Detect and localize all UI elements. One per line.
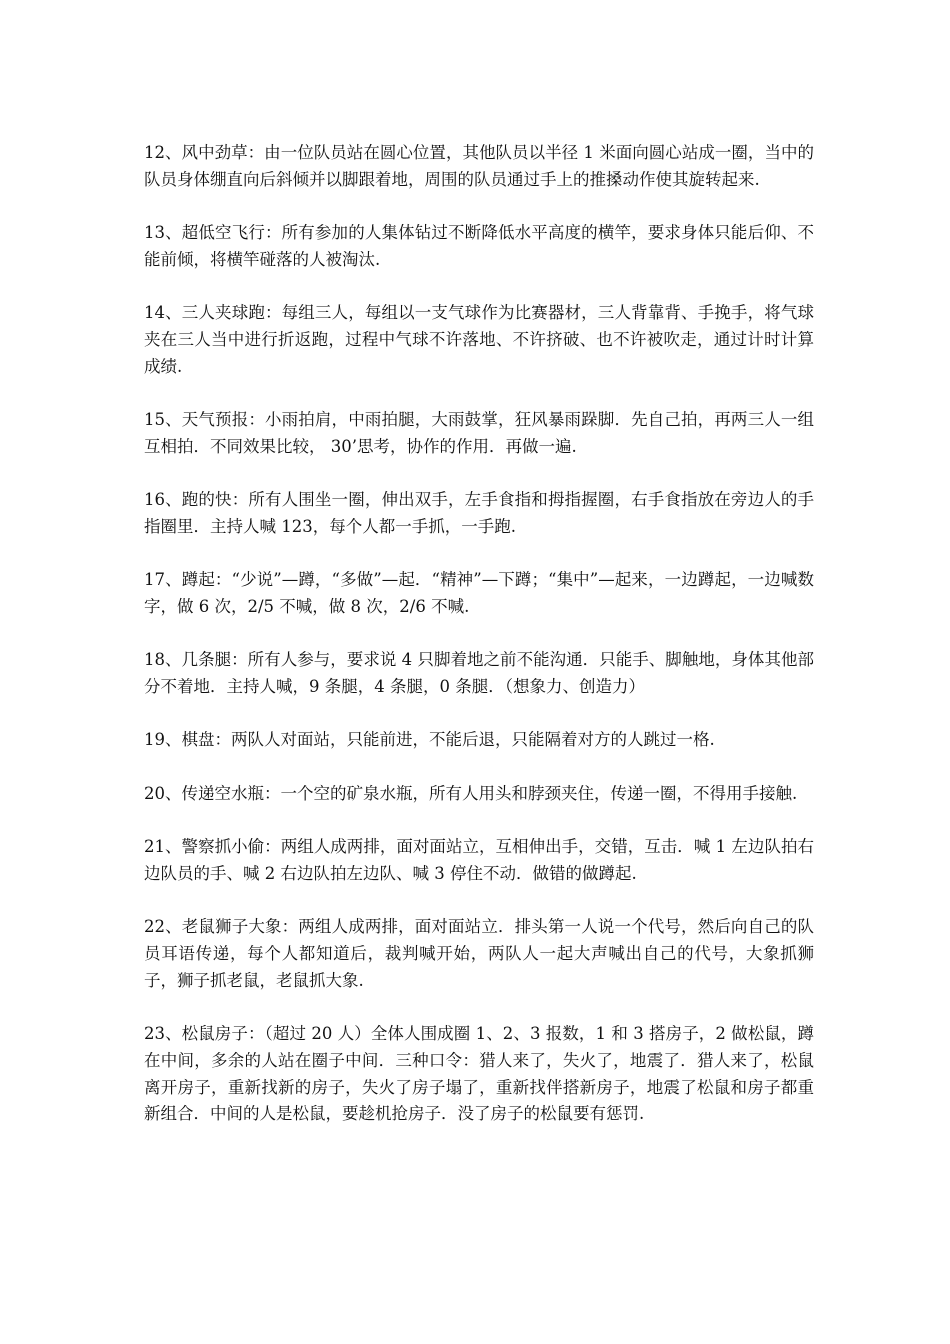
paragraph-item-14: 14、三人夹球跑：每组三人，每组以一支气球作为比赛器材，三人背靠背、手挽手，将气球夹在三人当中进行折返跑，过程中气球不许落地、不许挤破、也不许被吹走，通过计时计算成绩. [144, 303, 814, 376]
paragraph-item-16: 16、跑的快：所有人围坐一圈，伸出双手，左手食指和拇指握圈，右手食指放在旁边人的手指圈里．主持人喊 123，每个人都一手抓，一手跑. [144, 490, 814, 536]
paragraph-item-13: 13、超低空飞行：所有参加的人集体钻过不断降低水平高度的横竿，要求身体只能后仰、不能前倾，将横竿碰落的人被淘汰. [144, 223, 814, 269]
paragraph-item-15: 15、天气预报：小雨拍肩，中雨拍腿，大雨鼓掌，狂风暴雨跺脚．先自己拍，再两三人一组互相拍．不同效果比较， 30’思考，协作的作用．再做一遍. [144, 410, 814, 456]
paragraph-item-17: 17、蹲起：“少说”—蹲，“多做”—起．“精神”—下蹲；“集中”—起来，一边蹲起，一边喊数字，做 6 次，2/5 不喊，做 8 次，2/6 不喊. [144, 570, 814, 617]
paragraph-item-12: 12、风中劲草：由一位队员站在圆心位置，其他队员以半径 1 米面向圆心站成一圈，当中的队员身体绷直向后斜倾并以脚跟着地，周围的队员通过手上的推搡动作使其旋转起来. [144, 143, 814, 189]
paragraph-item-23: 23、松鼠房子：（超过 20 人）全体人围成圈 1、2、3 报数，1 和 3 搭房子，2 做松鼠，蹲在中间，多余的人站在圈子中间．三种口令：猎人来了，失火了，地震了．猎人来了，松鼠离开房子，重新找新的房子，失火了房子塌了，重新找伴搭新房子，地震了松鼠和房子都重新组合．中间的人是松鼠，要趁机抢房子．没了房子的松鼠要有惩罚. [144, 1024, 814, 1124]
paragraph-item-18: 18、几条腿：所有人参与，要求说 4 只脚着地之前不能沟通．只能手、脚触地，身体其他部分不着地．主持人喊，9 条腿，4 条腿，0 条腿．（想象力、创造力） [144, 650, 814, 697]
paragraph-item-21: 21、警察抓小偷：两组人成两排，面对面站立，互相伸出手，交错，互击．喊 1 左边队拍右边队员的手、喊 2 右边队拍左边队、喊 3 停住不动．做错的做蹲起. [144, 837, 814, 883]
document-body [144, 140, 814, 1155]
paragraph-item-19: 19、棋盘：两队人对面站，只能前进，不能后退，只能隔着对方的人跳过一格. [144, 730, 715, 750]
paragraph-item-20: 20、传递空水瓶：一个空的矿泉水瓶，所有人用头和脖颈夹住，传递一圈，不得用手接触. [144, 783, 798, 803]
paragraph-item-22: 22、老鼠狮子大象：两组人成两排，面对面站立．排头第一人说一个代号，然后向自己的队员耳语传递，每个人都知道后，裁判喊开始，两队人一起大声喊出自己的代号，大象抓狮子，狮子抓老鼠，老鼠抓大象. [144, 917, 814, 990]
